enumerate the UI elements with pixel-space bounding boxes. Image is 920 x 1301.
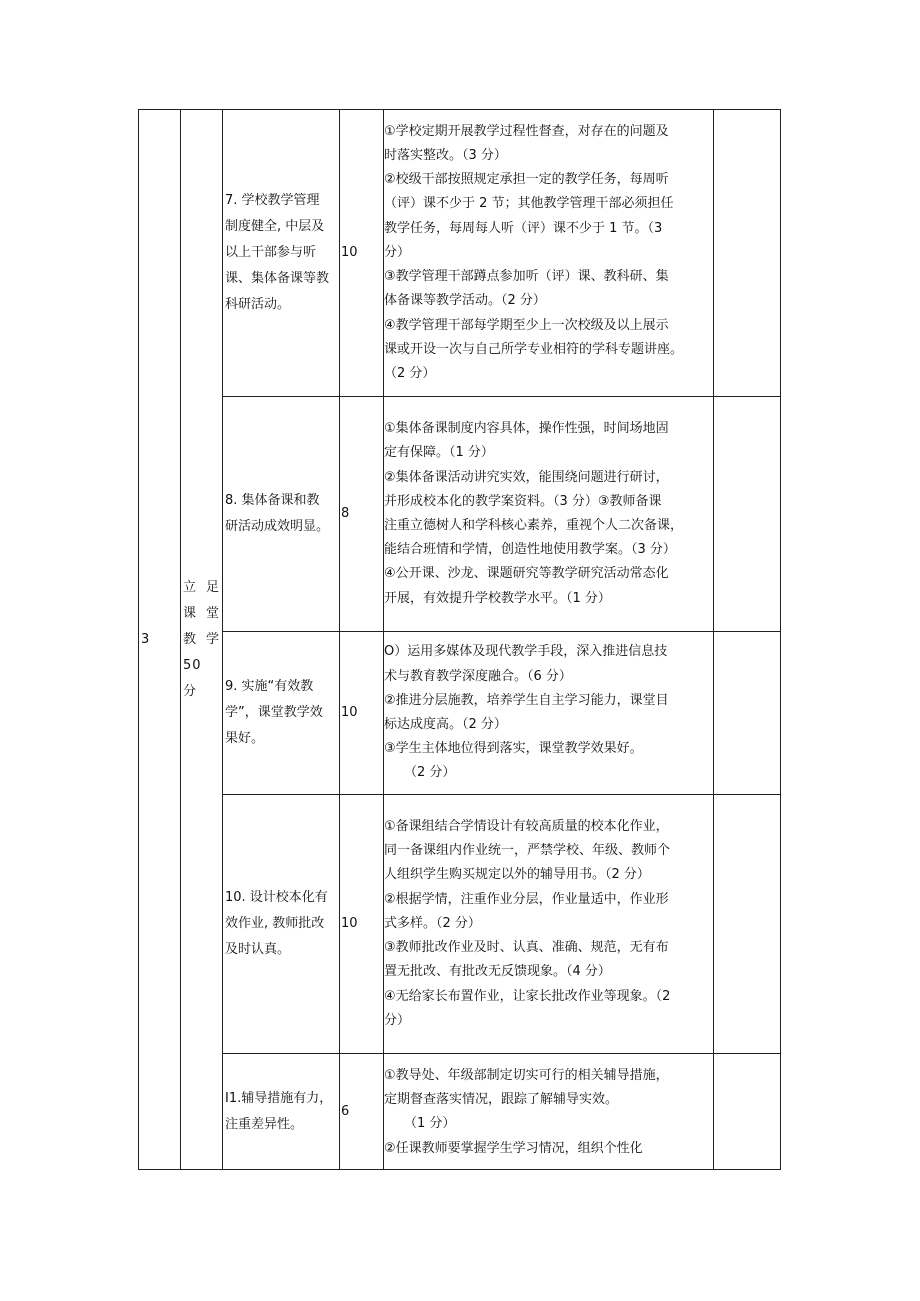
item-line: 及时认真。: [225, 942, 291, 957]
item-line: 7. 学校教学管理: [225, 193, 320, 208]
evaluation-table: [138, 109, 781, 1170]
item-line: 9. 实施“有效教: [225, 679, 314, 694]
criteria-line: （评）课不少于 2 节；其他教学管理干部必须担任: [384, 196, 674, 212]
criteria-line: 时落实整改。（3 分）: [384, 148, 507, 164]
item-line: 效作业, 教师批改: [225, 916, 325, 931]
criteria-line: ③教学管理干部蹲点参加听（评）课、教科研、集: [384, 269, 669, 285]
criteria-line: 标达成度高。（2 分）: [384, 717, 507, 732]
criteria-line: 体备课等教学活动。（2 分）: [384, 293, 546, 309]
score-cell: [340, 795, 384, 1054]
item-line: 学”，课堂教学效: [225, 705, 323, 720]
score-cell: [340, 632, 384, 795]
criteria-line: （1 分）: [404, 1116, 456, 1132]
score-value: 6: [341, 1103, 350, 1119]
item-cell: [223, 397, 340, 632]
criteria-cell: [384, 1054, 714, 1170]
table-row: [139, 795, 781, 1054]
section-number-cell: [139, 110, 181, 1170]
criteria-line: 术与教育教学深度融合。（6 分）: [384, 668, 572, 684]
score-value: 10: [341, 705, 358, 720]
category-cell: [181, 110, 223, 1170]
item-cell: [223, 795, 340, 1054]
criteria-cell: [384, 795, 714, 1054]
item-line: 研活动成效明显。: [225, 519, 330, 534]
section-number: 3: [141, 631, 150, 647]
score-value: 10: [341, 245, 358, 260]
item-line: 果好。: [225, 731, 265, 746]
criteria-line: ②校级干部按照规定承担一定的教学任务，每周听: [384, 172, 669, 188]
criteria-line: ①学校定期开展教学过程性督查，对存在的问题及: [384, 123, 669, 139]
score-value: 10: [341, 916, 358, 931]
blank-score-cell: [714, 1054, 781, 1170]
criteria-cell: [384, 632, 714, 795]
category-line: 立 足: [183, 579, 220, 595]
item-line: 科研活动。: [225, 297, 291, 312]
criteria-line: （2 分）: [384, 365, 436, 381]
item-line: 制度健全, 中层及: [225, 219, 325, 234]
criteria-cell: [384, 110, 714, 397]
criteria-line: 置无批改、有批改无反馈现象。（4 分）: [384, 964, 611, 980]
criteria-line: ①教导处、年级部制定切实可行的相关辅导措施，: [384, 1068, 669, 1083]
criteria-line: 分）: [384, 1012, 411, 1028]
criteria-line: ①备课组结合学情设计有较高质量的校本化作业，: [384, 819, 669, 835]
item-line: I1.辅导措施有力，: [225, 1090, 333, 1106]
criteria-line: 注重立德树人和学科核心素养，重视个人二次备课，: [384, 518, 684, 533]
criteria-line: ③教师批改作业及时、认真、准确、规范，无有布: [384, 940, 669, 956]
criteria-line: ④教学管理干部每学期至少上一次校级及以上展示: [384, 317, 669, 333]
criteria-line: ②任课教师要掌握学生学习情况，组织个性化: [384, 1140, 643, 1156]
item-line: 8. 集体备课和教: [225, 493, 320, 508]
item-line: 以上干部参与听: [225, 245, 317, 260]
criteria-line: 开展，有效提升学校教学水平。（1 分）: [384, 590, 611, 606]
criteria-line: （2 分）: [404, 765, 456, 781]
criteria-line: 教学任务，每周每人听（评）课不少于 1 节。（3: [384, 220, 663, 236]
table-row: [139, 397, 781, 632]
category-line: 50 分: [183, 657, 202, 699]
criteria-line: 人组织学生购买规定以外的辅导用书。（2 分）: [384, 867, 650, 883]
criteria-line: 定有保障。（1 分）: [384, 445, 494, 461]
table-row: [139, 632, 781, 795]
criteria-line: ①集体备课制度内容具体，操作性强，时间场地固: [384, 421, 669, 437]
criteria-line: ②根据学情，注重作业分层，作业量适中，作业形: [384, 891, 669, 907]
criteria-line: ④无给家长布置作业，让家长批改作业等现象。（2: [384, 988, 671, 1004]
criteria-line: 同一备课组内作业统一，严禁学校、年级、教师个: [384, 843, 671, 859]
blank-score-cell: [714, 795, 781, 1054]
criteria-line: 并形成校本化的教学案资料。（3 分）③教师备课: [384, 493, 662, 509]
score-cell: [340, 110, 384, 397]
blank-score-cell: [714, 632, 781, 795]
criteria-line: 课或开设一次与自己所学专业相符的学科专题讲座。: [384, 341, 684, 357]
item-cell: [223, 110, 340, 397]
criteria-line: 能结合班情和学情，创造性地使用教学案。（3 分）: [384, 542, 676, 558]
criteria-cell: [384, 397, 714, 632]
criteria-line: ②推进分层施教，培养学生自主学习能力，课堂目: [384, 692, 669, 708]
category-line: 课 堂: [183, 605, 220, 621]
criteria-line: 分）: [384, 244, 411, 260]
criteria-line: 式多样。（2 分）: [384, 915, 481, 931]
blank-score-cell: [714, 397, 781, 632]
score-cell: [340, 1054, 384, 1170]
item-cell: [223, 632, 340, 795]
score-cell: [340, 397, 384, 632]
table-row: [139, 1054, 781, 1170]
criteria-line: O）运用多媒体及现代教学手段，深入推进信息技: [384, 644, 668, 660]
item-line: 课、集体备课等教: [225, 271, 330, 286]
item-cell: [223, 1054, 340, 1170]
criteria-line: 定期督查落实情况，跟踪了解辅导实效。: [384, 1092, 619, 1108]
blank-score-cell: [714, 110, 781, 397]
criteria-line: ③学生主体地位得到落实，课堂教学效果好。: [384, 741, 643, 757]
item-line: 10. 设计校本化有: [225, 890, 328, 905]
criteria-line: ④公开课、沙龙、课题研究等教学研究活动常态化: [384, 566, 669, 582]
criteria-line: ②集体备课活动讲究实效，能围绕问题进行研讨，: [384, 469, 669, 485]
item-line: 注重差异性。: [225, 1116, 304, 1132]
table-row: [139, 110, 781, 397]
category-line: 教 学: [183, 631, 220, 647]
score-value: 8: [341, 506, 350, 521]
